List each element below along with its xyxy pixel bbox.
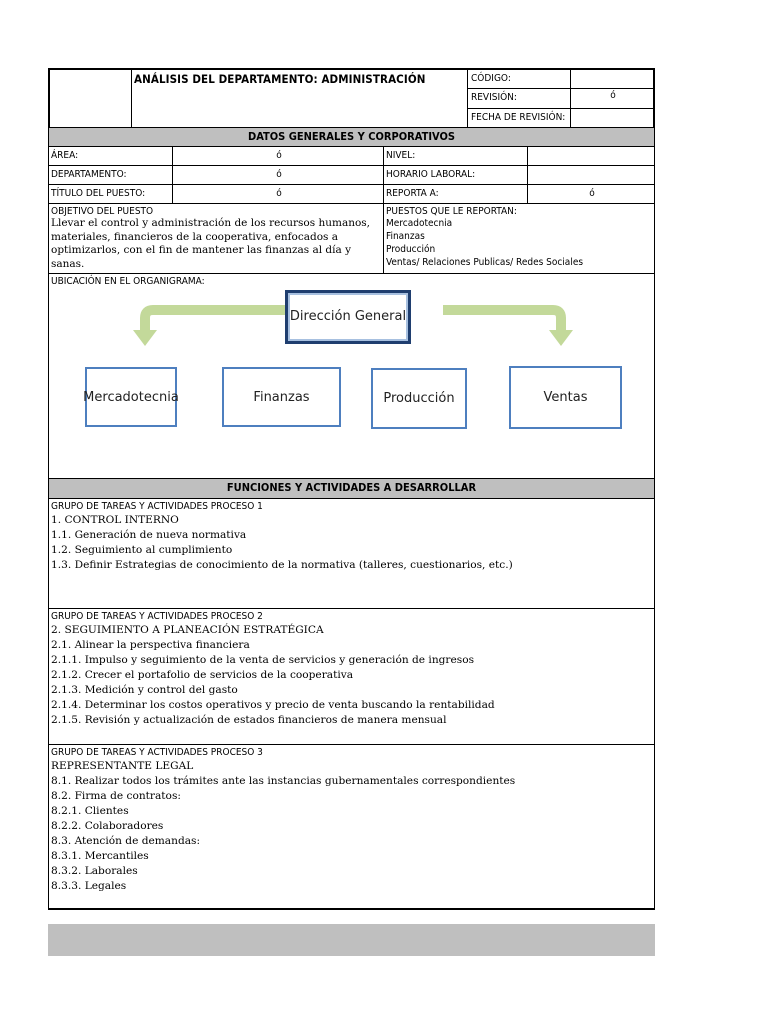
document-header	[48, 68, 655, 128]
right-arrow-icon	[441, 302, 591, 350]
process-group-2	[49, 608, 654, 744]
list-item: 1.3. Definir Estrategias de conocimiento de la normativa (talleres, cuestionarios, etc.)	[51, 559, 513, 571]
reports-cell	[384, 204, 654, 273]
org-box-mercadotecnia: Mercadotecnia	[85, 367, 177, 427]
area-label: ÁREA:	[49, 147, 173, 165]
document-title: ANÁLISIS DEL DEPARTAMENTO: ADMINISTRACIÓN	[134, 72, 426, 86]
level-value	[528, 147, 654, 165]
reports-to-label: REPORTA A:	[384, 185, 528, 203]
department-label: DEPARTAMENTO:	[49, 166, 173, 184]
department-value: ó	[173, 166, 384, 184]
revision-date-value	[571, 109, 655, 128]
area-value: ó	[173, 147, 384, 165]
list-item: 2.1.4. Determinar los costos operativos y precio de venta buscando la rentabilidad	[51, 699, 495, 711]
level-label: NIVEL:	[384, 147, 528, 165]
reports-label: PUESTOS QUE LE REPORTAN:	[386, 206, 517, 217]
list-item: 2.1.3. Medición y control del gasto	[51, 684, 238, 696]
table-row	[49, 146, 654, 165]
list-item: 2.1. Alinear la perspectiva financiera	[51, 639, 250, 651]
functions-table	[48, 498, 655, 910]
org-box-produccion: Producción	[371, 368, 467, 429]
table-row	[49, 184, 654, 203]
code-value	[571, 70, 655, 88]
org-chart-section	[49, 273, 654, 478]
list-item: Finanzas	[386, 231, 425, 242]
list-item: 1.2. Seguimiento al cumplimiento	[51, 544, 233, 556]
objective-text: Llevar el control y administración de los recursos humanos, materiales, financieros de la cooperativa, enfocados a optimizarlos, con el fin de mantener las finanzas al día y sanas.	[51, 217, 371, 270]
reports-list	[386, 217, 654, 269]
code-label: CÓDIGO:	[468, 70, 571, 88]
list-item: 2. SEGUIMIENTO A PLANEACIÓN ESTRATÉGICA	[51, 624, 324, 636]
schedule-value	[528, 166, 654, 184]
left-arrow-icon	[127, 302, 295, 350]
list-item: 8.3.2. Laborales	[51, 865, 138, 877]
list-item: 1.1. Generación de nueva normativa	[51, 529, 247, 541]
list-item: 8.3. Atención de demandas:	[51, 835, 201, 847]
table-row	[49, 165, 654, 184]
list-item: REPRESENTANTE LEGAL	[51, 760, 194, 772]
objective-label: OBJETIVO DEL PUESTO	[51, 206, 154, 217]
functions-band: FUNCIONES Y ACTIVIDADES A DESARROLLAR	[48, 479, 655, 498]
process-group-1	[49, 499, 654, 608]
list-item: Mercadotecnia	[386, 218, 453, 229]
objective-cell	[49, 204, 384, 273]
general-data-table	[48, 146, 655, 479]
revision-value: ó	[610, 90, 616, 102]
list-item: 8.3.3. Legales	[51, 880, 127, 892]
list-item: Producción	[386, 244, 436, 255]
org-box-finanzas: Finanzas	[222, 367, 341, 427]
list-item: 2.1.2. Crecer el portafolio de servicios de la cooperativa	[51, 669, 354, 681]
job-analysis-document	[48, 68, 655, 910]
job-title-value: ó	[173, 185, 384, 203]
list-item: 8.2. Firma de contratos:	[51, 790, 181, 802]
list-item: 2.1.5. Revisión y actualización de estados financieros de manera mensual	[51, 714, 447, 726]
process-label: GRUPO DE TAREAS Y ACTIVIDADES PROCESO 2	[51, 611, 263, 622]
objective-row	[49, 203, 654, 273]
revision-date-label: FECHA DE REVISIÓN:	[468, 109, 571, 128]
list-item: 1. CONTROL INTERNO	[51, 514, 179, 526]
list-item: 8.2.2. Colaboradores	[51, 820, 164, 832]
revision-label: REVISIÓN:	[468, 89, 571, 107]
list-item: 8.3.1. Mercantiles	[51, 850, 149, 862]
revision-meta	[467, 70, 655, 128]
list-item: Ventas/ Relaciones Publicas/ Redes Sociales	[386, 257, 584, 268]
logo-cell	[50, 70, 132, 128]
org-box-direccion-general: Dirección General	[285, 290, 411, 344]
process-label: GRUPO DE TAREAS Y ACTIVIDADES PROCESO 3	[51, 747, 263, 758]
reports-to-value: ó	[589, 188, 595, 199]
job-title-label: TÍTULO DEL PUESTO:	[49, 185, 173, 203]
schedule-label: HORARIO LABORAL:	[384, 166, 528, 184]
list-item: 8.1. Realizar todos los trámites ante las instancias gubernamentales correspondientes	[51, 775, 516, 787]
general-data-band: DATOS GENERALES Y CORPORATIVOS	[48, 128, 655, 146]
process-group-3	[49, 744, 654, 908]
process-label: GRUPO DE TAREAS Y ACTIVIDADES PROCESO 1	[51, 501, 263, 512]
footer-gray-band	[48, 924, 655, 956]
list-item: 2.1.1. Impulso y seguimiento de la venta de servicios y generación de ingresos	[51, 654, 475, 666]
list-item: 8.2.1. Clientes	[51, 805, 129, 817]
org-box-ventas: Ventas	[509, 366, 622, 429]
org-chart-label: UBICACIÓN EN EL ORGANIGRAMA:	[51, 276, 205, 287]
